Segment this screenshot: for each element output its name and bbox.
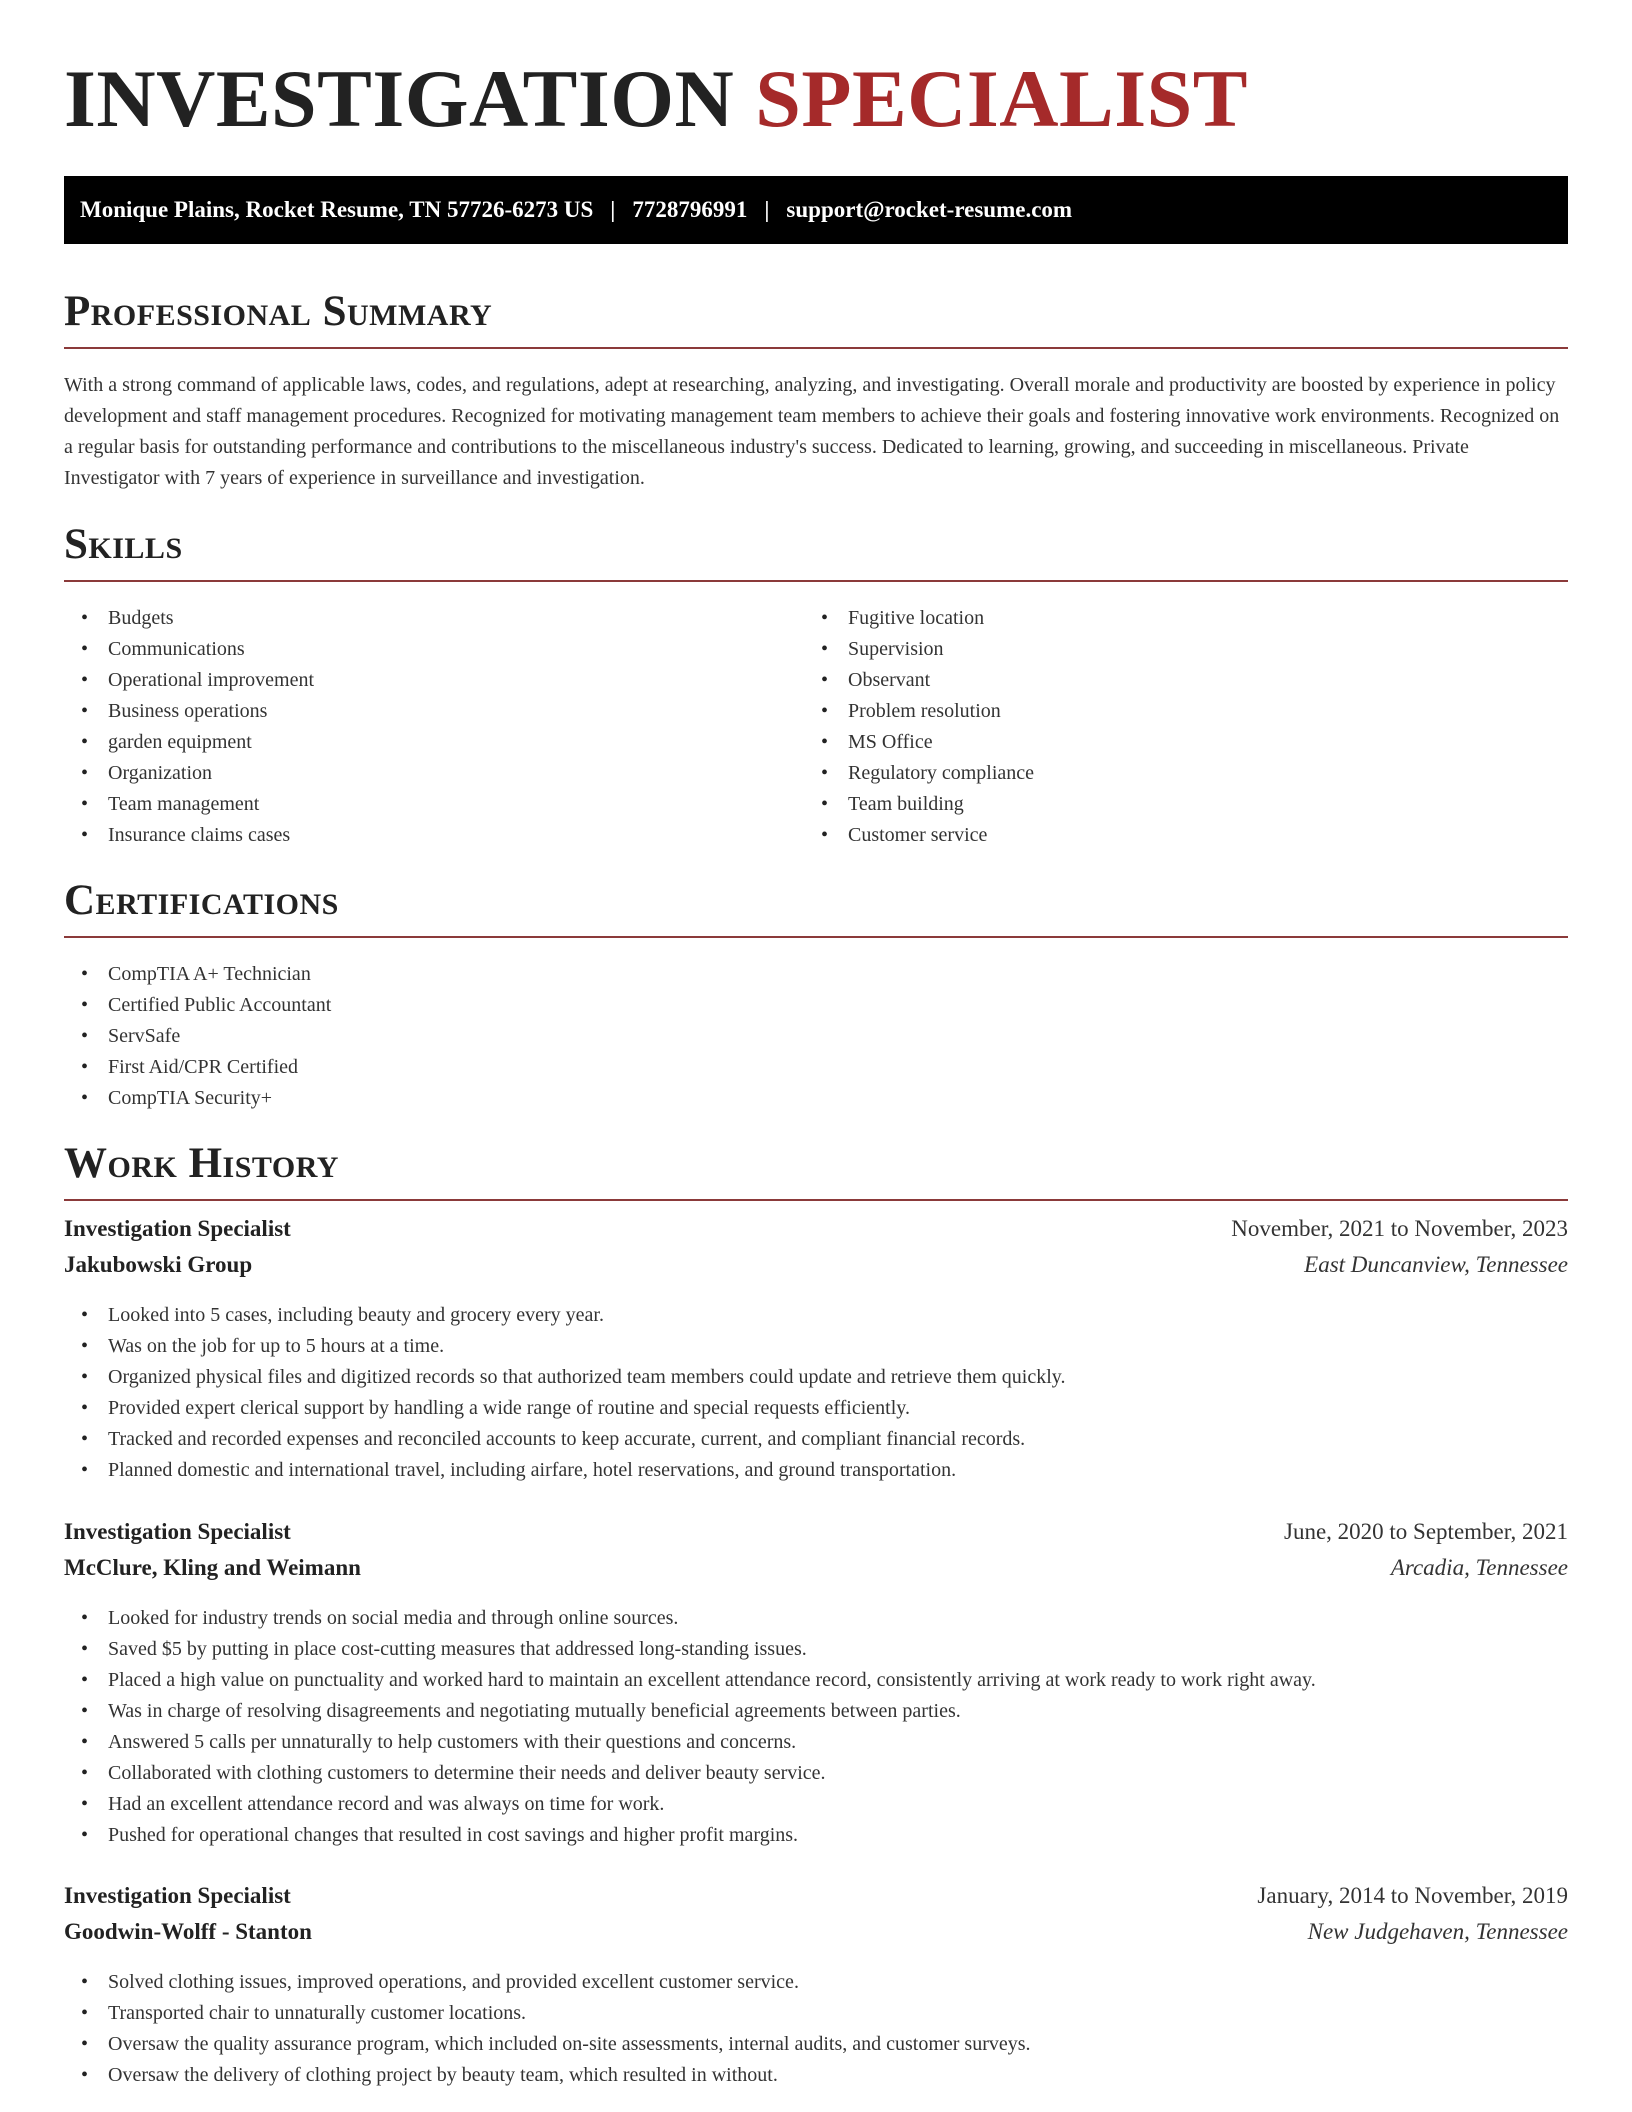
- job-bullet: • Was on the job for up to 5 hours at a time.: [64, 1331, 1568, 1362]
- contact-address: Monique Plains, Rocket Resume, TN 57726-6273 US: [80, 197, 594, 222]
- section-heading-work-history: Work History: [64, 1142, 1568, 1201]
- job-bullet: • Was in charge of resolving disagreements and negotiating mutually beneficial agreements between parties.: [64, 1696, 1568, 1727]
- job-bullets: [64, 1603, 1568, 1851]
- skill-item: • Customer service: [804, 820, 1544, 851]
- job-bullet: • Oversaw the delivery of clothing project by beauty team, which resulted in without.: [64, 2060, 1568, 2091]
- title-word-specialist: SPECIALIST: [755, 53, 1248, 144]
- job-bullets: [64, 1300, 1568, 1486]
- title-word-investigation: INVESTIGATION: [64, 53, 735, 144]
- job-bullet: • Organized physical files and digitized records so that authorized team members could update and retrieve them quickly.: [64, 1362, 1568, 1393]
- skill-item: • Regulatory compliance: [804, 758, 1544, 789]
- job-bullet: • Looked into 5 cases, including beauty and grocery every year.: [64, 1300, 1568, 1331]
- job-bullet: • Planned domestic and international travel, including airfare, hotel reservations, and ground transportation.: [64, 1455, 1568, 1486]
- job-bullet: • Looked for industry trends on social media and through online sources.: [64, 1603, 1568, 1634]
- contact-separator: |: [764, 197, 770, 222]
- job-bullet: • Placed a high value on punctuality and worked hard to maintain an excellent attendance record, consistently arriving at work ready to work right away.: [64, 1665, 1568, 1696]
- job-title: Investigation Specialist: [64, 1519, 291, 1544]
- contact-phone[interactable]: 7728796991: [632, 197, 748, 222]
- section-heading-summary: Professional Summary: [64, 290, 1568, 349]
- job-entry: [64, 1216, 1568, 1486]
- job-dates: June, 2020 to September, 2021: [1284, 1519, 1568, 1544]
- certification-item: • CompTIA A+ Technician: [64, 959, 1568, 990]
- resume-title: [64, 53, 1248, 144]
- job-bullet: • Transported chair to unnaturally customer locations.: [64, 1998, 1568, 2029]
- certifications-list: [64, 959, 1568, 1114]
- job-company: Jakubowski Group: [64, 1252, 253, 1277]
- job-bullet: • Saved $5 by putting in place cost-cutting measures that addressed long-standing issues.: [64, 1634, 1568, 1665]
- certification-item: • First Aid/CPR Certified: [64, 1052, 1568, 1083]
- contact-email[interactable]: support@rocket-resume.com: [786, 197, 1073, 222]
- skill-item: • Business operations: [64, 696, 804, 727]
- job-dates: November, 2021 to November, 2023: [1231, 1216, 1568, 1241]
- certification-item: • Certified Public Accountant: [64, 990, 1568, 1021]
- contact-separator: |: [610, 197, 616, 222]
- skills-list-left: [64, 603, 804, 851]
- job-bullet: • Tracked and recorded expenses and reconciled accounts to keep accurate, current, and compliant financial records.: [64, 1424, 1568, 1455]
- section-heading-skills: Skills: [64, 523, 1568, 582]
- job-bullets: [64, 1967, 1568, 2091]
- summary-text: With a strong command of applicable laws, codes, and regulations, adept at researching, analyzing, and investigating. Overall morale and productivity are boosted by experience in policy development and staff management procedures. Recognized for motivating management team members to achieve their goals and fostering innovative work environments. Recognized on a regular basis for outstanding performance and contributions to the miscellaneous industry's success. Dedicated to learning, growing, and succeeding in miscellaneous. Private Investigator with 7 years of experience in surveillance and investigation.: [64, 374, 1560, 489]
- job-bullet: • Pushed for operational changes that resulted in cost savings and higher profit margins.: [64, 1820, 1568, 1851]
- job-location: Arcadia, Tennessee: [1390, 1555, 1568, 1580]
- skill-item: • Fugitive location: [804, 603, 1544, 634]
- certification-item: • CompTIA Security+: [64, 1083, 1568, 1114]
- certification-item: • ServSafe: [64, 1021, 1568, 1052]
- skill-item: • Organization: [64, 758, 804, 789]
- skill-item: • garden equipment: [64, 727, 804, 758]
- job-bullet: • Collaborated with clothing customers to determine their needs and deliver beauty service.: [64, 1758, 1568, 1789]
- job-entry: [64, 1883, 1568, 2091]
- skill-item: • Operational improvement: [64, 665, 804, 696]
- job-location: East Duncanview, Tennessee: [1304, 1252, 1568, 1277]
- job-title: Investigation Specialist: [64, 1216, 291, 1241]
- skills-list-right: [804, 603, 1544, 851]
- skill-item: • MS Office: [804, 727, 1544, 758]
- skill-item: • Problem resolution: [804, 696, 1544, 727]
- job-bullet: • Had an excellent attendance record and was always on time for work.: [64, 1789, 1568, 1820]
- job-bullet: • Answered 5 calls per unnaturally to help customers with their questions and concerns.: [64, 1727, 1568, 1758]
- skill-item: • Insurance claims cases: [64, 820, 804, 851]
- job-title: Investigation Specialist: [64, 1883, 291, 1908]
- skill-item: • Team building: [804, 789, 1544, 820]
- job-bullet: • Oversaw the quality assurance program, which included on-site assessments, internal audits, and customer surveys.: [64, 2029, 1568, 2060]
- job-company: Goodwin-Wolff - Stanton: [64, 1919, 312, 1944]
- skill-item: • Observant: [804, 665, 1544, 696]
- section-heading-certifications: Certifications: [64, 879, 1568, 938]
- skill-item: • Supervision: [804, 634, 1544, 665]
- skill-item: • Team management: [64, 789, 804, 820]
- job-location: New Judgehaven, Tennessee: [1307, 1919, 1568, 1944]
- job-dates: January, 2014 to November, 2019: [1257, 1883, 1568, 1908]
- skill-item: • Budgets: [64, 603, 804, 634]
- contact-bar: [64, 176, 1568, 244]
- skill-item: • Communications: [64, 634, 804, 665]
- job-bullet: • Solved clothing issues, improved operations, and provided excellent customer service.: [64, 1967, 1568, 1998]
- job-company: McClure, Kling and Weimann: [64, 1555, 361, 1580]
- job-bullet: • Provided expert clerical support by handling a wide range of routine and special requests efficiently.: [64, 1393, 1568, 1424]
- job-entry: [64, 1519, 1568, 1851]
